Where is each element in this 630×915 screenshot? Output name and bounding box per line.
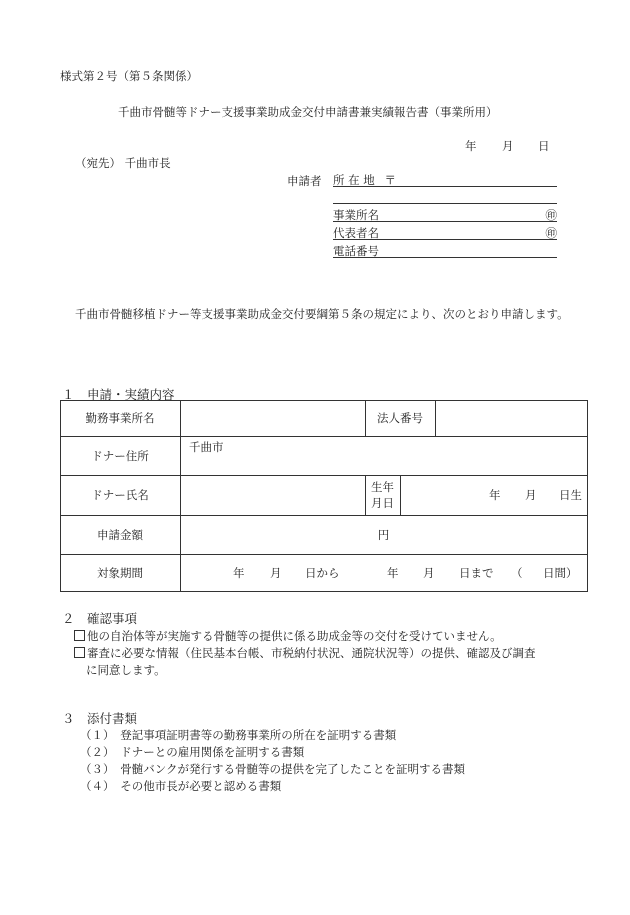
corporate-number-input[interactable] — [436, 401, 586, 435]
office-name-label: 事業所名 — [333, 208, 379, 222]
office-name-header: 勤務事業所名 — [85, 411, 155, 425]
period-paren-open: （ — [511, 565, 523, 580]
period-input[interactable] — [181, 555, 586, 590]
attachment-item-2: （２） ドナーとの雇用関係を証明する書類 — [80, 745, 305, 759]
document-title: 千曲市骨髄等ドナー支援事業助成金交付申請書兼実績報告書（事業所用） — [118, 105, 498, 119]
application-table — [60, 400, 588, 592]
donor-address-value: 千曲市 — [189, 440, 224, 454]
birthdate-header-line2: 月日 — [371, 496, 394, 510]
donor-address-header: ドナー住所 — [91, 448, 149, 463]
checkbox-no-other-subsidy[interactable] — [74, 630, 85, 641]
postal-mark: 〒 — [384, 173, 396, 187]
office-name-input[interactable] — [181, 401, 364, 435]
attachment-item-1: （１） 登記事項証明書等の勤務事業所の所在を証明する書類 — [80, 728, 397, 742]
date-day: 日 — [538, 139, 550, 153]
period-start-month: 月 — [270, 565, 282, 580]
section1-heading: １ 申請・実績内容 — [62, 387, 175, 402]
amount-header: 申請金額 — [97, 527, 143, 542]
period-from: 日から — [305, 565, 340, 580]
phone-line[interactable] — [333, 243, 557, 258]
section2-heading: ２ 確認事項 — [62, 611, 138, 626]
attachment-item-3: （３） 骨髄バンクが発行する骨髄等の提供を完了したことを証明する書類 — [80, 762, 466, 776]
confirmation-item-2-continued: に同意します。 — [86, 663, 166, 677]
section3-heading: ３ 添付書類 — [62, 711, 138, 726]
form-number: 様式第２号（第５条関係） — [60, 69, 198, 83]
applicant-label: 申請者 — [287, 174, 322, 188]
donor-name-header: ドナー氏名 — [91, 488, 149, 502]
birthdate-header — [365, 475, 400, 515]
period-days: 日間） — [543, 565, 578, 580]
period-end-month: 月 — [423, 565, 435, 580]
period-end-year: 年 — [387, 565, 399, 580]
representative-seal-mark: ㊞ — [545, 226, 557, 240]
office-seal-mark: ㊞ — [545, 208, 557, 222]
confirmation-item-1-text: 他の自治体等が実施する骨髄等の提供に係る助成金等の交付を受けていません。 — [87, 629, 502, 643]
phone-label: 電話番号 — [333, 244, 379, 258]
representative-line[interactable] — [333, 225, 557, 240]
intro-text: 千曲市骨髄移植ドナー等支援事業助成金交付要綱第５条の規定により、次のとおり申請します。 — [75, 307, 569, 321]
attachment-item-4: （４） その他市長が必要と認める書類 — [80, 779, 282, 793]
addressee: （宛先） 千曲市長 — [75, 156, 171, 170]
period-start-year: 年 — [233, 565, 245, 580]
period-until: 日まで — [459, 565, 494, 580]
address-line[interactable] — [333, 172, 557, 187]
birth-month-unit: 月 — [525, 488, 537, 502]
office-name-line[interactable] — [333, 207, 557, 222]
donor-name-input[interactable] — [181, 476, 364, 514]
birth-year-unit: 年 — [489, 488, 501, 502]
date-year: 年 — [465, 139, 477, 153]
birthdate-header-line1: 生年 — [371, 480, 394, 494]
address-label: 所 在 地 — [333, 173, 375, 187]
period-header: 対象期間 — [97, 565, 143, 580]
confirmation-item-2[interactable] — [74, 645, 536, 661]
checkbox-consent[interactable] — [74, 647, 85, 658]
yen-unit: 円 — [377, 527, 390, 542]
donor-address-input[interactable] — [181, 437, 586, 474]
representative-label: 代表者名 — [333, 226, 379, 240]
amount-input[interactable] — [181, 516, 586, 553]
confirmation-item-2-text: 審査に必要な情報（住民基本台帳、市税納付状況、通院状況等）の提供、確認及び調査 — [87, 646, 536, 660]
address-line-2[interactable] — [333, 190, 557, 204]
confirmation-item-1[interactable] — [74, 628, 502, 644]
date-month: 月 — [502, 139, 514, 153]
birth-day-unit: 日生 — [559, 488, 582, 502]
corporate-number-header: 法人番号 — [377, 411, 423, 425]
birthdate-input[interactable] — [401, 476, 586, 514]
